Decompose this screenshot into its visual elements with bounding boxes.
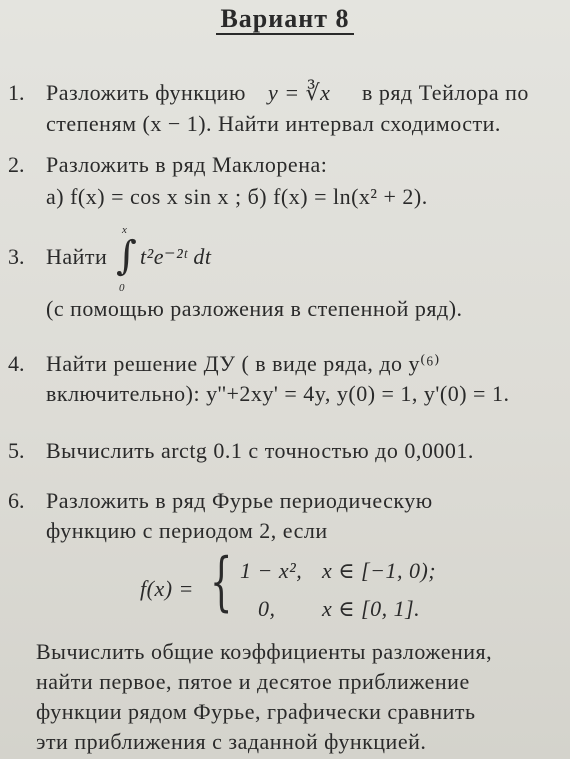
task-1-text-a: Разложить функцию <box>46 80 246 105</box>
piecewise-brace: { <box>210 545 233 619</box>
task-2-line-1: Разложить в ряд Маклорена: <box>46 152 328 177</box>
task-6-line-2: функцию с периодом 2, если <box>46 518 328 543</box>
task-2-number: 2. <box>8 152 25 177</box>
integral-sign: ∫ <box>116 233 137 279</box>
piecewise-case-1-expr: 1 − x², <box>240 558 303 583</box>
integral-upper-limit: x <box>122 224 127 236</box>
task-3-number: 3. <box>8 244 25 269</box>
variant-title: Вариант 8 <box>0 4 570 34</box>
task-3-line-2: (с помощью разложения в степенной ряд). <box>46 296 463 321</box>
piecewise-case-2-expr: 0, <box>258 596 276 621</box>
task-4-line-2: включительно): y''+2xy' = 4y, y(0) = 1, y'(0) = 1. <box>46 381 510 406</box>
task-5-number: 5. <box>8 438 25 463</box>
task-6-paragraph-line-4: эти приближения с заданной функцией. <box>36 729 427 754</box>
integral-integrand: t²e⁻²ᵗ dt <box>140 244 212 269</box>
task-5-line-1: Вычислить arctg 0.1 с точностью до 0,0001. <box>46 438 474 463</box>
task-4-line-1: Найти решение ДУ ( в виде ряда, до y⁽⁶⁾ <box>46 351 441 376</box>
piecewise-case-1-condition: x ∈ [−1, 0); <box>322 558 437 583</box>
task-1-line-2: степеням (x − 1). Найти интервал сходимости. <box>46 111 501 136</box>
task-1-text-b: в ряд Тейлора по <box>362 80 529 105</box>
piecewise-case-2-condition: x ∈ [0, 1]. <box>322 596 421 621</box>
task-1-formula: y = ∛x <box>268 80 331 105</box>
task-6-line-1: Разложить в ряд Фурье периодическую <box>46 488 433 513</box>
task-6-paragraph-line-1: Вычислить общие коэффициенты разложения, <box>36 639 493 664</box>
task-3-label: Найти <box>46 244 108 269</box>
task-6-paragraph-line-2: найти первое, пятое и десятое приближение <box>36 669 470 694</box>
task-1-number: 1. <box>8 80 25 105</box>
integral-lower-limit: 0 <box>119 282 125 294</box>
task-6-number: 6. <box>8 488 25 513</box>
task-2-line-2: а) f(x) = cos x sin x ; б) f(x) = ln(x² + 2). <box>46 184 428 209</box>
task-6-paragraph-line-3: функции рядом Фурье, графически сравнить <box>36 699 476 724</box>
piecewise-function-label: f(x) = <box>140 576 194 601</box>
task-4-number: 4. <box>8 351 25 376</box>
